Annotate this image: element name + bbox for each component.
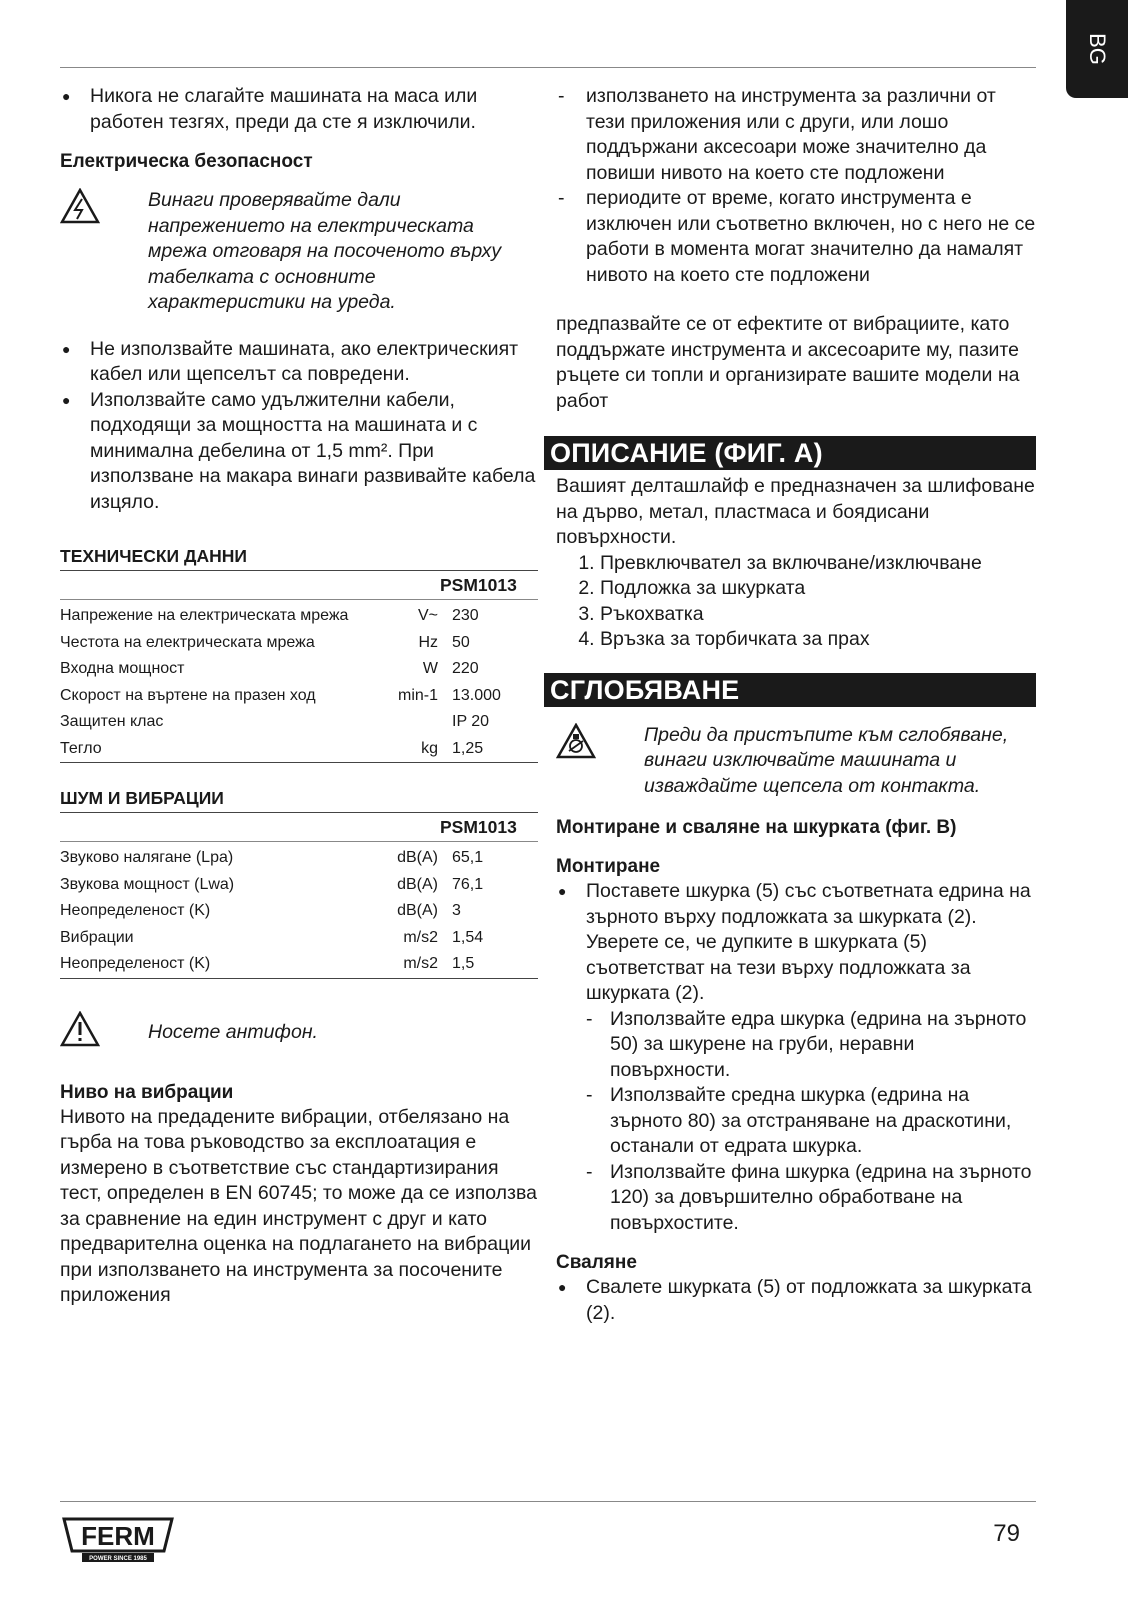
language-tab	[1066, 0, 1128, 98]
mounting-heading: Монтиране и сваляне на шкурката (фиг. B)	[556, 817, 957, 838]
noise-data-title: ШУМ И ВИБРАЦИИ	[60, 787, 538, 813]
dash-item-periods: - периодите от време, когато инструмента е изключен или съответно включен, но с него не се работи в момента могат значително да намалят нивото на което сте подложени	[556, 186, 1036, 288]
dash-item-usage: - използването на инструмента за различни от тези приложения или с други, или лошо поддържани аксесоари може значително да повиши нивото на което сте подложени	[556, 84, 1036, 186]
row-value: 50	[452, 633, 470, 651]
bullet-damaged-cable: ● Не използвайте машината, ако електрическият кабел или щепселът са повредени.	[60, 337, 538, 388]
table-row	[60, 603, 538, 630]
parts-list	[556, 551, 1036, 653]
ear-note-text: Носете антифон.	[148, 1020, 318, 1043]
row-unit: dB(A)	[397, 875, 438, 893]
noise-data-table	[60, 787, 538, 979]
row-label: Неопределеност (K)	[60, 902, 211, 920]
bullet-extension-cable	[60, 388, 538, 516]
row-value: 220	[452, 660, 479, 678]
row-value: 76,1	[452, 875, 484, 893]
intro-bullet: ● Никога не слагайте машината на маса или работен тезгях, преди да сте я изключили.	[60, 84, 538, 135]
list-item: 3. Ръкохватка	[600, 602, 1036, 628]
assembly-section-title: СГЛОБЯВАНЕ	[544, 673, 1036, 707]
bullet-extension-cable-text: Използвайте само удължителни кабели, подходящи за мощността на машината и с минимална дебелина от 1,5 mm². При използване на макара винаги развивайте кабела изцяло.	[90, 388, 536, 513]
row-label: Вибрации	[60, 928, 134, 946]
row-unit: m/s2	[403, 928, 438, 946]
row-unit: V~	[417, 607, 438, 625]
row-value: 65,1	[452, 849, 484, 867]
tech-data-table	[60, 545, 538, 763]
vibration-heading: Ниво на вибрации	[60, 1081, 234, 1103]
warning-triangle-icon	[60, 1011, 148, 1052]
voltage-note: Винаги проверявайте дали напрежението на електрическата мрежа отговаря на посоченото върху табелката с основните характеристики на уреда.	[148, 189, 502, 313]
description-section-title: ОПИСАНИЕ (ФИГ. A)	[544, 436, 1036, 470]
row-unit: dB(A)	[397, 849, 438, 867]
tech-data-title: ТЕХНИЧЕСКИ ДАННИ	[60, 545, 538, 571]
table-row	[60, 845, 538, 872]
row-label: Напрежение на електрическата мрежа	[60, 607, 349, 625]
row-value: IP 20	[452, 713, 490, 731]
row-label: Скорост на въртене на празен ход	[60, 686, 316, 704]
row-label: Входна мощност	[60, 660, 185, 678]
right-column	[550, 84, 1036, 1326]
language-code: BG	[1084, 33, 1110, 65]
row-value: 13.000	[452, 686, 501, 704]
mount-dash-fine: - Използвайте фина шкурка (едрина на зърното 120) за довършително обработване на повърхостите.	[556, 1160, 1036, 1237]
row-label: Звукова мощност (Lwa)	[60, 875, 235, 893]
voltage-note-block	[60, 188, 538, 316]
unplug-warning-icon	[556, 723, 644, 764]
vibration-text: Нивото на предадените вибрации, отбелязано на гърба на това ръководство за експлоатация е измерено в съответствие със стандартизирания тест, определен в EN 60745; то може да се използва за сравнение на един инструмент с друг и като предварителна оценка на подлагането на вибрации при използването на инструмента за посочените приложения	[60, 1105, 537, 1306]
table-row	[60, 872, 538, 899]
assembly-note-text: Преди да пристъпите към сглобяване, винаги изключвайте машината и изваждайте щепсела от контакта.	[644, 723, 1009, 797]
left-column	[60, 84, 538, 1309]
ear-protection-note	[60, 1011, 538, 1052]
list-item: 2. Подложка за шкурката	[600, 576, 1036, 602]
row-unit: dB(A)	[397, 902, 438, 920]
list-item: 1. Превключвател за включване/изключване	[600, 551, 1036, 577]
top-rule	[60, 67, 1036, 68]
row-unit: kg	[378, 736, 452, 763]
remove-subheading: Сваляне	[556, 1252, 637, 1273]
remove-bullet: ● Свалете шкурката (5) от подложката за шкурката (2).	[556, 1275, 1036, 1326]
row-unit: Hz	[418, 633, 438, 651]
row-unit: m/s2	[378, 951, 452, 978]
tech-data-model: PSM1013	[60, 571, 538, 600]
logo-tagline: POWER SINCE 1985	[89, 1556, 147, 1562]
description-text: Вашият делташлайф е предназначен за шлифоване на дърво, метал, пластмаса и боядисани повърхности.	[556, 475, 1035, 548]
table-row	[60, 709, 538, 736]
electric-warning-icon	[60, 188, 148, 229]
table-row	[60, 951, 538, 978]
list-item: 4. Връзка за торбичката за прах	[600, 627, 1036, 653]
table-row	[60, 656, 538, 683]
logo-brand: FERM	[81, 1521, 155, 1551]
noise-data-model: PSM1013	[60, 813, 538, 842]
ferm-logo	[60, 1515, 176, 1568]
row-label: Защитен клас	[60, 713, 164, 731]
row-label: Звуково налягане (Lpa)	[60, 849, 234, 867]
table-row	[60, 898, 538, 925]
bottom-rule	[60, 1501, 1036, 1502]
row-value: 1,25	[452, 736, 538, 763]
mount-dash-medium: - Използвайте средна шкурка (едрина на зърното 80) за отстраняване на драскотини, останали от едрата шкурка.	[556, 1083, 1036, 1160]
row-unit: W	[422, 660, 438, 678]
mount-dash-coarse: - Използвайте едра шкурка (едрина на зърното 50) за шкурене на груби, неравни повърхности.	[556, 1007, 1036, 1084]
row-label: Неопределеност (K)	[60, 951, 378, 978]
protect-text: предпазвайте се от ефектите от вибрациите, като поддържате инструмента и аксесоарите му, пазите ръцете си топли и организирате вашите модели на работ	[556, 313, 1020, 412]
table-row	[60, 683, 538, 710]
table-row	[60, 736, 538, 763]
row-value: 1,5	[452, 951, 538, 978]
page-number: 79	[993, 1520, 1020, 1547]
table-row	[60, 925, 538, 952]
row-value: 1,54	[452, 928, 484, 946]
row-unit	[378, 709, 452, 736]
mount-subheading: Монтиране	[556, 856, 661, 877]
row-value: 230	[452, 607, 479, 625]
row-label: Тегло	[60, 736, 378, 763]
assembly-note-block	[556, 723, 1036, 800]
row-label: Честота на електрическата мрежа	[60, 633, 315, 651]
mount-bullet: ● Поставете шкурка (5) със съответната едрина на зърното върху подложката за шкурката (2). Уверете се, че дупките в шкурката (5) съответстват на тези върху подложката за шкурката (2).	[556, 879, 1036, 1007]
row-unit: min-1	[397, 686, 438, 704]
table-row	[60, 630, 538, 657]
row-value: 3	[452, 902, 461, 920]
electrical-safety-heading: Електрическа безопасност	[60, 151, 313, 172]
